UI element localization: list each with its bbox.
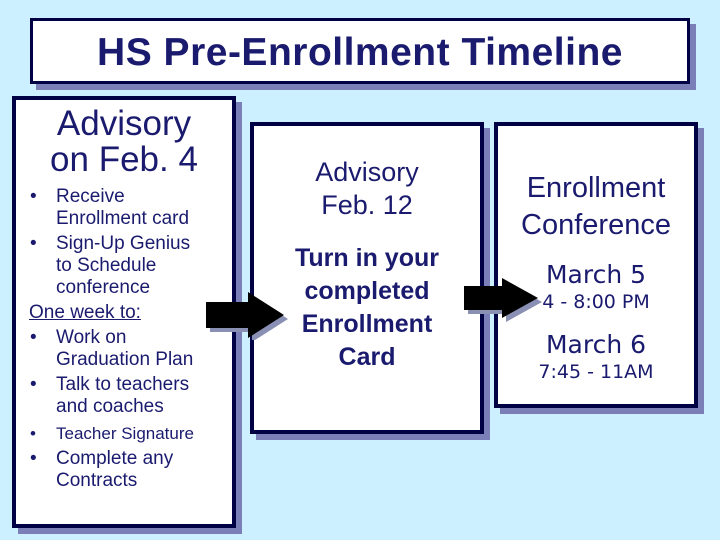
- list-item: [16, 186, 232, 230]
- conference-time: 4 - 8:00 PM: [542, 291, 650, 313]
- text-line: Enrollment: [301, 310, 433, 338]
- list-item: [16, 448, 232, 492]
- item-text: to Schedule: [56, 255, 157, 276]
- enrollment-conference-box: [494, 122, 698, 408]
- heading-line: Enrollment: [526, 172, 666, 204]
- right-arrow-icon: [462, 276, 542, 322]
- heading-line: Conference: [521, 209, 671, 241]
- list-item: [16, 327, 232, 371]
- item-text: Sign-Up Genius: [56, 233, 191, 254]
- item-text: conference: [56, 277, 151, 298]
- item-text: Graduation Plan: [56, 349, 194, 370]
- advisory-feb4-list: [16, 186, 232, 299]
- text-line: completed: [304, 277, 430, 305]
- title-box: [30, 18, 690, 84]
- heading-line: Advisory: [56, 104, 192, 143]
- bullet: •: [30, 327, 37, 348]
- list-item: [16, 233, 232, 299]
- bullet: •: [30, 448, 37, 469]
- heading-line: on Feb. 4: [50, 140, 198, 179]
- bullet: •: [30, 186, 37, 207]
- week-label: [16, 302, 232, 324]
- conference-time: 7:45 - 11AM: [538, 361, 654, 383]
- heading-line: Feb. 12: [321, 190, 413, 220]
- item-text: Contracts: [56, 470, 138, 491]
- bullet: •: [30, 374, 37, 395]
- heading-line: Advisory: [315, 157, 419, 187]
- advisory-feb4-heading: [16, 106, 232, 178]
- item-text: Talk to teachers: [56, 374, 190, 395]
- item-text: Work on: [56, 327, 127, 348]
- conference-date: March 5: [545, 260, 647, 289]
- item-text: Enrollment card: [56, 208, 190, 229]
- right-arrow-icon: [204, 290, 288, 340]
- conference-heading: [498, 170, 694, 244]
- advisory-feb4-box: [12, 96, 236, 528]
- page-title: HS Pre-Enrollment Timeline: [97, 31, 623, 74]
- advisory-feb12-heading: [254, 156, 480, 222]
- text-line: Turn in your: [295, 244, 439, 272]
- list-item: [16, 423, 232, 445]
- text-line: Card: [338, 343, 396, 371]
- item-text: Teacher Signature: [56, 424, 194, 443]
- bullet: •: [30, 233, 37, 254]
- item-text: and coaches: [56, 396, 164, 417]
- week-label-text: One week to:: [29, 302, 141, 323]
- item-text: Complete any: [56, 448, 174, 469]
- bullet: •: [30, 424, 36, 443]
- item-text: Receive: [56, 186, 125, 207]
- advisory-feb4-week-list: [16, 327, 232, 492]
- list-item: [16, 374, 232, 418]
- conference-date: March 6: [545, 330, 647, 359]
- advisory-feb12-box: [250, 122, 484, 434]
